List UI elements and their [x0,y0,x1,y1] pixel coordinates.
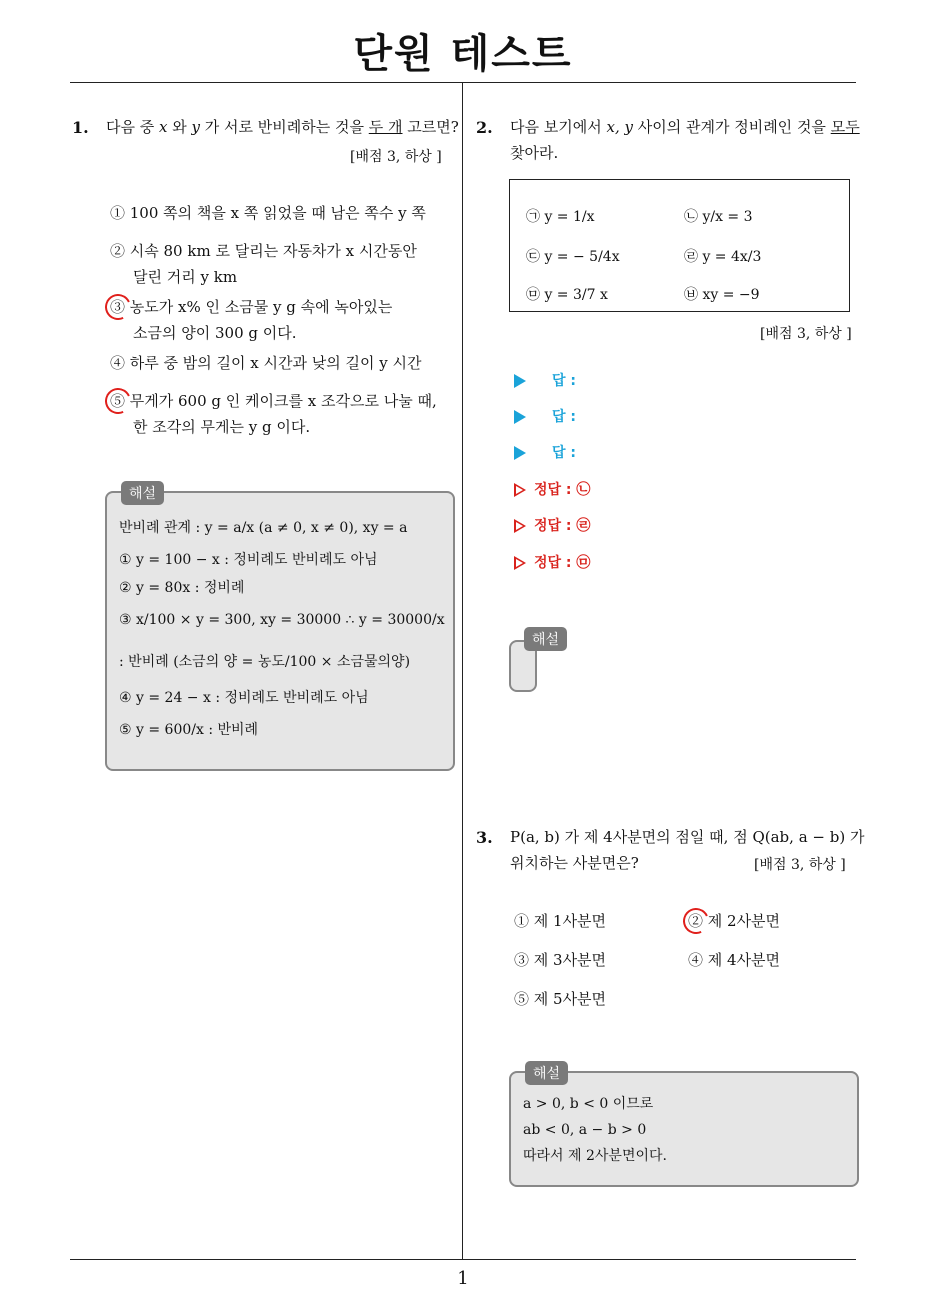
q1-solution-line: ② y = 80x : 정비례 [119,580,245,596]
q2-text-line1: 다음 보기에서 x, y 사이의 관계가 정비례인 것을 모두 [510,118,860,136]
q2-solution-tag: 해설 [524,627,567,651]
q3-solution-line: a > 0, b < 0 이므로 [523,1096,654,1112]
q1-text: 다음 중 x 와 y 가 서로 반비례하는 것을 두 개 고르면? [106,118,459,136]
bottom-divider [70,1259,856,1260]
outline-arrow-icon [514,556,526,570]
q2-text-line2: 찾아라. [510,144,559,162]
q1-choice-2[interactable]: ② 시속 80 km 로 달리는 자동차가 x 시간동안 [110,242,417,260]
q3-solution-line: ab < 0, a − b > 0 [523,1122,647,1138]
q1-solution-line: : 반비례 (소금의 양 = 농도/100 × 소금물의양) [119,654,411,670]
outline-arrow-icon [514,519,526,533]
column-divider [462,82,463,1260]
q2-meta: [배점 3, 하상 ] [760,326,852,342]
q2-number: 2. [476,118,493,137]
q1-choice-1[interactable]: ① 100 쪽의 책을 x 쪽 읽었을 때 남은 쪽수 y 쪽 [110,204,426,222]
q2-correct-answer: 정답 : ㉣ [514,515,590,535]
q2-correct-answer: 정답 : ㉤ [514,552,590,572]
q2-example-item: ㉣ y = 4x/3 [684,249,762,265]
q2-example-item: ㉡ y/x = 3 [684,209,753,225]
q1-solution-line: 반비례 관계 : y = a/x (a ≠ 0, x ≠ 0), xy = a [119,520,408,536]
q3-choice-5[interactable]: ⑤ 제 5사분면 [514,990,607,1008]
q1-meta: [배점 3, 하상 ] [350,149,442,165]
q3-number: 3. [476,828,493,847]
q3-solution-tag: 해설 [525,1061,568,1085]
q3-meta: [배점 3, 하상 ] [754,857,846,873]
q2-example-item: ㉥ xy = −9 [684,287,760,303]
outline-arrow-icon [514,483,526,497]
arrow-icon [514,446,526,460]
q2-correct-answer: 정답 : ㉡ [514,479,590,499]
q1-solution-line: ③ x/100 × y = 300, xy = 30000 ∴ y = 30000/x [119,612,445,628]
q2-example-item: ㉠ y = 1/x [526,209,595,225]
q3-solution-line: 따라서 제 2사분면이다. [523,1148,667,1164]
q1-solution-line: ⑤ y = 600/x : 반비례 [119,722,259,738]
q1-solution-line: ④ y = 24 − x : 정비례도 반비례도 아님 [119,690,369,706]
arrow-icon [514,374,526,388]
q1-choice-4[interactable]: ④ 하루 중 밤의 길이 x 시간과 낮의 길이 y 시간 [110,354,422,372]
q3-choice-2[interactable]: ② 제 2사분면 [688,912,781,930]
q3-text-line1: P(a, b) 가 제 4사분면의 점일 때, 점 Q(ab, a − b) 가 [510,828,865,846]
q3-text-line2: 위치하는 사분면은? [510,854,639,872]
q2-answer-field-3[interactable]: 답 : [514,442,576,462]
top-divider [70,82,856,83]
q1-choice-5-cont: 한 조각의 무게는 y g 이다. [133,418,311,436]
q2-example-item: ㉤ y = 3/7 x [526,287,608,303]
q3-choice-1[interactable]: ① 제 1사분면 [514,912,607,930]
q3-choice-3[interactable]: ③ 제 3사분면 [514,951,607,969]
q1-choice-3-cont: 소금의 양이 300 g 이다. [133,324,297,342]
q3-solution-box [509,1066,859,1187]
q1-solution-box [105,486,455,771]
q2-answer-field-1[interactable]: 답 : [514,370,576,390]
page-title: 단원 테스트 [353,31,573,77]
q2-example-box [509,179,850,312]
q2-answer-field-2[interactable]: 답 : [514,406,576,426]
q1-number: 1. [72,118,89,137]
q1-solution-line: ① y = 100 − x : 정비례도 반비례도 아님 [119,552,378,568]
q1-choice-3[interactable]: ③ 농도가 x% 인 소금물 y g 속에 녹아있는 [110,298,393,316]
q1-solution-tag: 해설 [121,481,164,505]
arrow-icon [514,410,526,424]
q3-choice-4[interactable]: ④ 제 4사분면 [688,951,781,969]
q1-choice-2-cont: 달린 거리 y km [133,268,238,286]
page-number: 1 [457,1268,469,1289]
q2-example-item: ㉢ y = − 5/4x [526,249,620,265]
q1-choice-5[interactable]: ⑤ 무게가 600 g 인 케이크를 x 조각으로 나눌 때, [110,392,437,410]
